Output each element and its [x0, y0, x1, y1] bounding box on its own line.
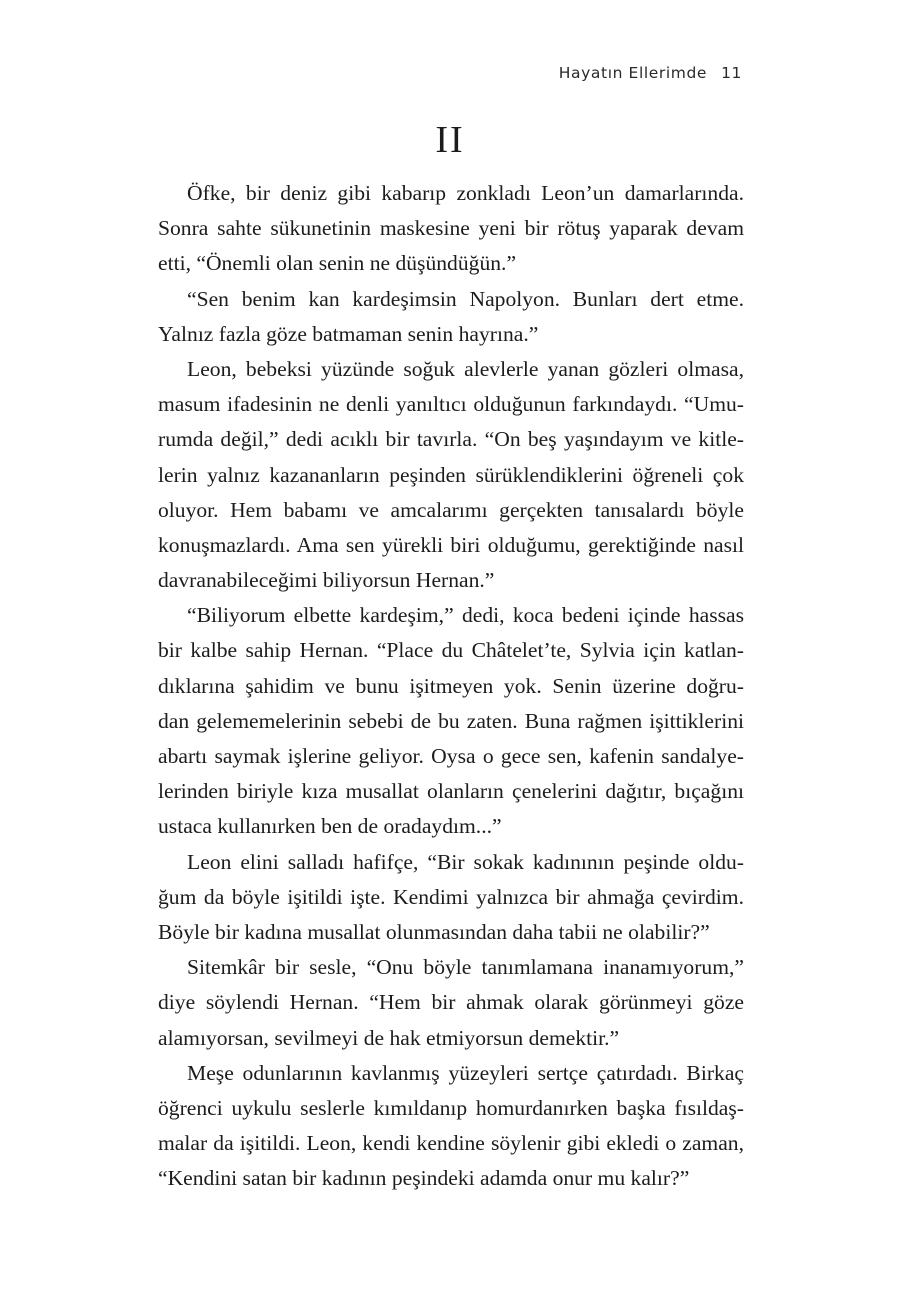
paragraph [158, 845, 744, 951]
text-line: oluyor. Hem babamı ve amcalarımı gerçekten tanısalardı böyle [158, 497, 744, 522]
text-line: lerinden biriyle kıza musallat olanların çenelerini dağıtır, bıçağını [158, 779, 744, 804]
text-line: rumda değil,” dedi acıklı bir tavırla. “On beş yaşındayım ve kitle- [158, 427, 744, 452]
paragraph [158, 950, 744, 1056]
text-line: “Kendini satan bir kadının peşindeki adamda onur mu kalır?” [158, 1166, 690, 1191]
text-line: dan gelememelerinin sebebi de bu zaten. Buna rağmen işittiklerini [158, 708, 744, 733]
text-line: Meşe odunlarının kavlanmış yüzeyleri sertçe çatırdadı. Birkaç [187, 1060, 744, 1085]
text-line: ğum da böyle işitildi işte. Kendimi yalnızca bir ahmağa çevirdim. [158, 884, 744, 909]
text-line: etti, “Önemli olan senin ne düşündüğün.” [158, 251, 517, 276]
text-line: Sitemkâr bir sesle, “Onu böyle tanımlamana inanamıyorum,” [187, 955, 744, 980]
text-line: “Biliyorum elbette kardeşim,” dedi, koca bedeni içinde hassas [187, 603, 744, 628]
chapter-heading: II [435, 119, 465, 161]
text-line: Öfke, bir deniz gibi kabarıp zonkladı Leon’un damarlarında. [187, 181, 744, 205]
text-line: masum ifadesinin ne denli yanıltıcı olduğunun farkındaydı. “Umu- [158, 392, 744, 417]
text-line: Leon elini salladı hafifçe, “Bir sokak kadınının peşinde oldu- [187, 849, 744, 874]
text-line: abartı saymak işlerine geliyor. Oysa o gece sen, kafenin sandalye- [158, 744, 744, 768]
text-line: bir kalbe sahip Hernan. “Place du Châtelet’te, Sylvia için katlan- [158, 638, 744, 663]
paragraph [158, 282, 744, 352]
page-number: 11 [721, 64, 742, 82]
text-line: öğrenci uykulu seslerle kımıldanıp homurdanırken başka fısıldaş- [158, 1095, 744, 1120]
text-line: davranabileceğimi biliyorsun Hernan.” [158, 568, 495, 593]
paragraph [158, 352, 744, 598]
text-line: Leon, bebeksi yüzünde soğuk alevlerle yanan gözleri olmasa, [187, 356, 744, 381]
text-line: ustaca kullanırken ben de oradaydım...” [158, 814, 502, 839]
running-header [559, 64, 742, 82]
paragraph [158, 176, 744, 282]
text-line: Sonra sahte sükunetinin maskesine yeni bir rötuş yaparak devam [158, 216, 744, 241]
text-line: Yalnız fazla göze batmaman senin hayrına.” [158, 321, 539, 346]
text-line: “Sen benim kan kardeşimsin Napolyon. Bunları dert etme. [187, 286, 744, 311]
paragraph [158, 1056, 744, 1197]
text-line: diye söylendi Hernan. “Hem bir ahmak olarak görünmeyi göze [158, 990, 744, 1015]
body-text [158, 176, 744, 1196]
text-line: dıklarına şahidim ve bunu işitmeyen yok. Senin üzerine doğru- [158, 673, 744, 698]
text-line: malar da işitildi. Leon, kendi kendine söylenir gibi ekledi o zaman, [158, 1131, 744, 1156]
paragraph [158, 598, 744, 844]
text-line: konuşmazlardı. Ama sen yürekli biri olduğumu, gerektiğinde nasıl [158, 532, 744, 557]
text-line: alamıyorsan, sevilmeyi de hak etmiyorsun demektir.” [158, 1025, 620, 1050]
text-line: lerin yalnız kazananların peşinden sürüklendiklerini öğreneli çok [158, 462, 744, 487]
book-title: Hayatın Ellerimde [558, 64, 708, 82]
text-line: Böyle bir kadına musallat olunmasından daha tabii ne olabilir?” [158, 919, 710, 944]
